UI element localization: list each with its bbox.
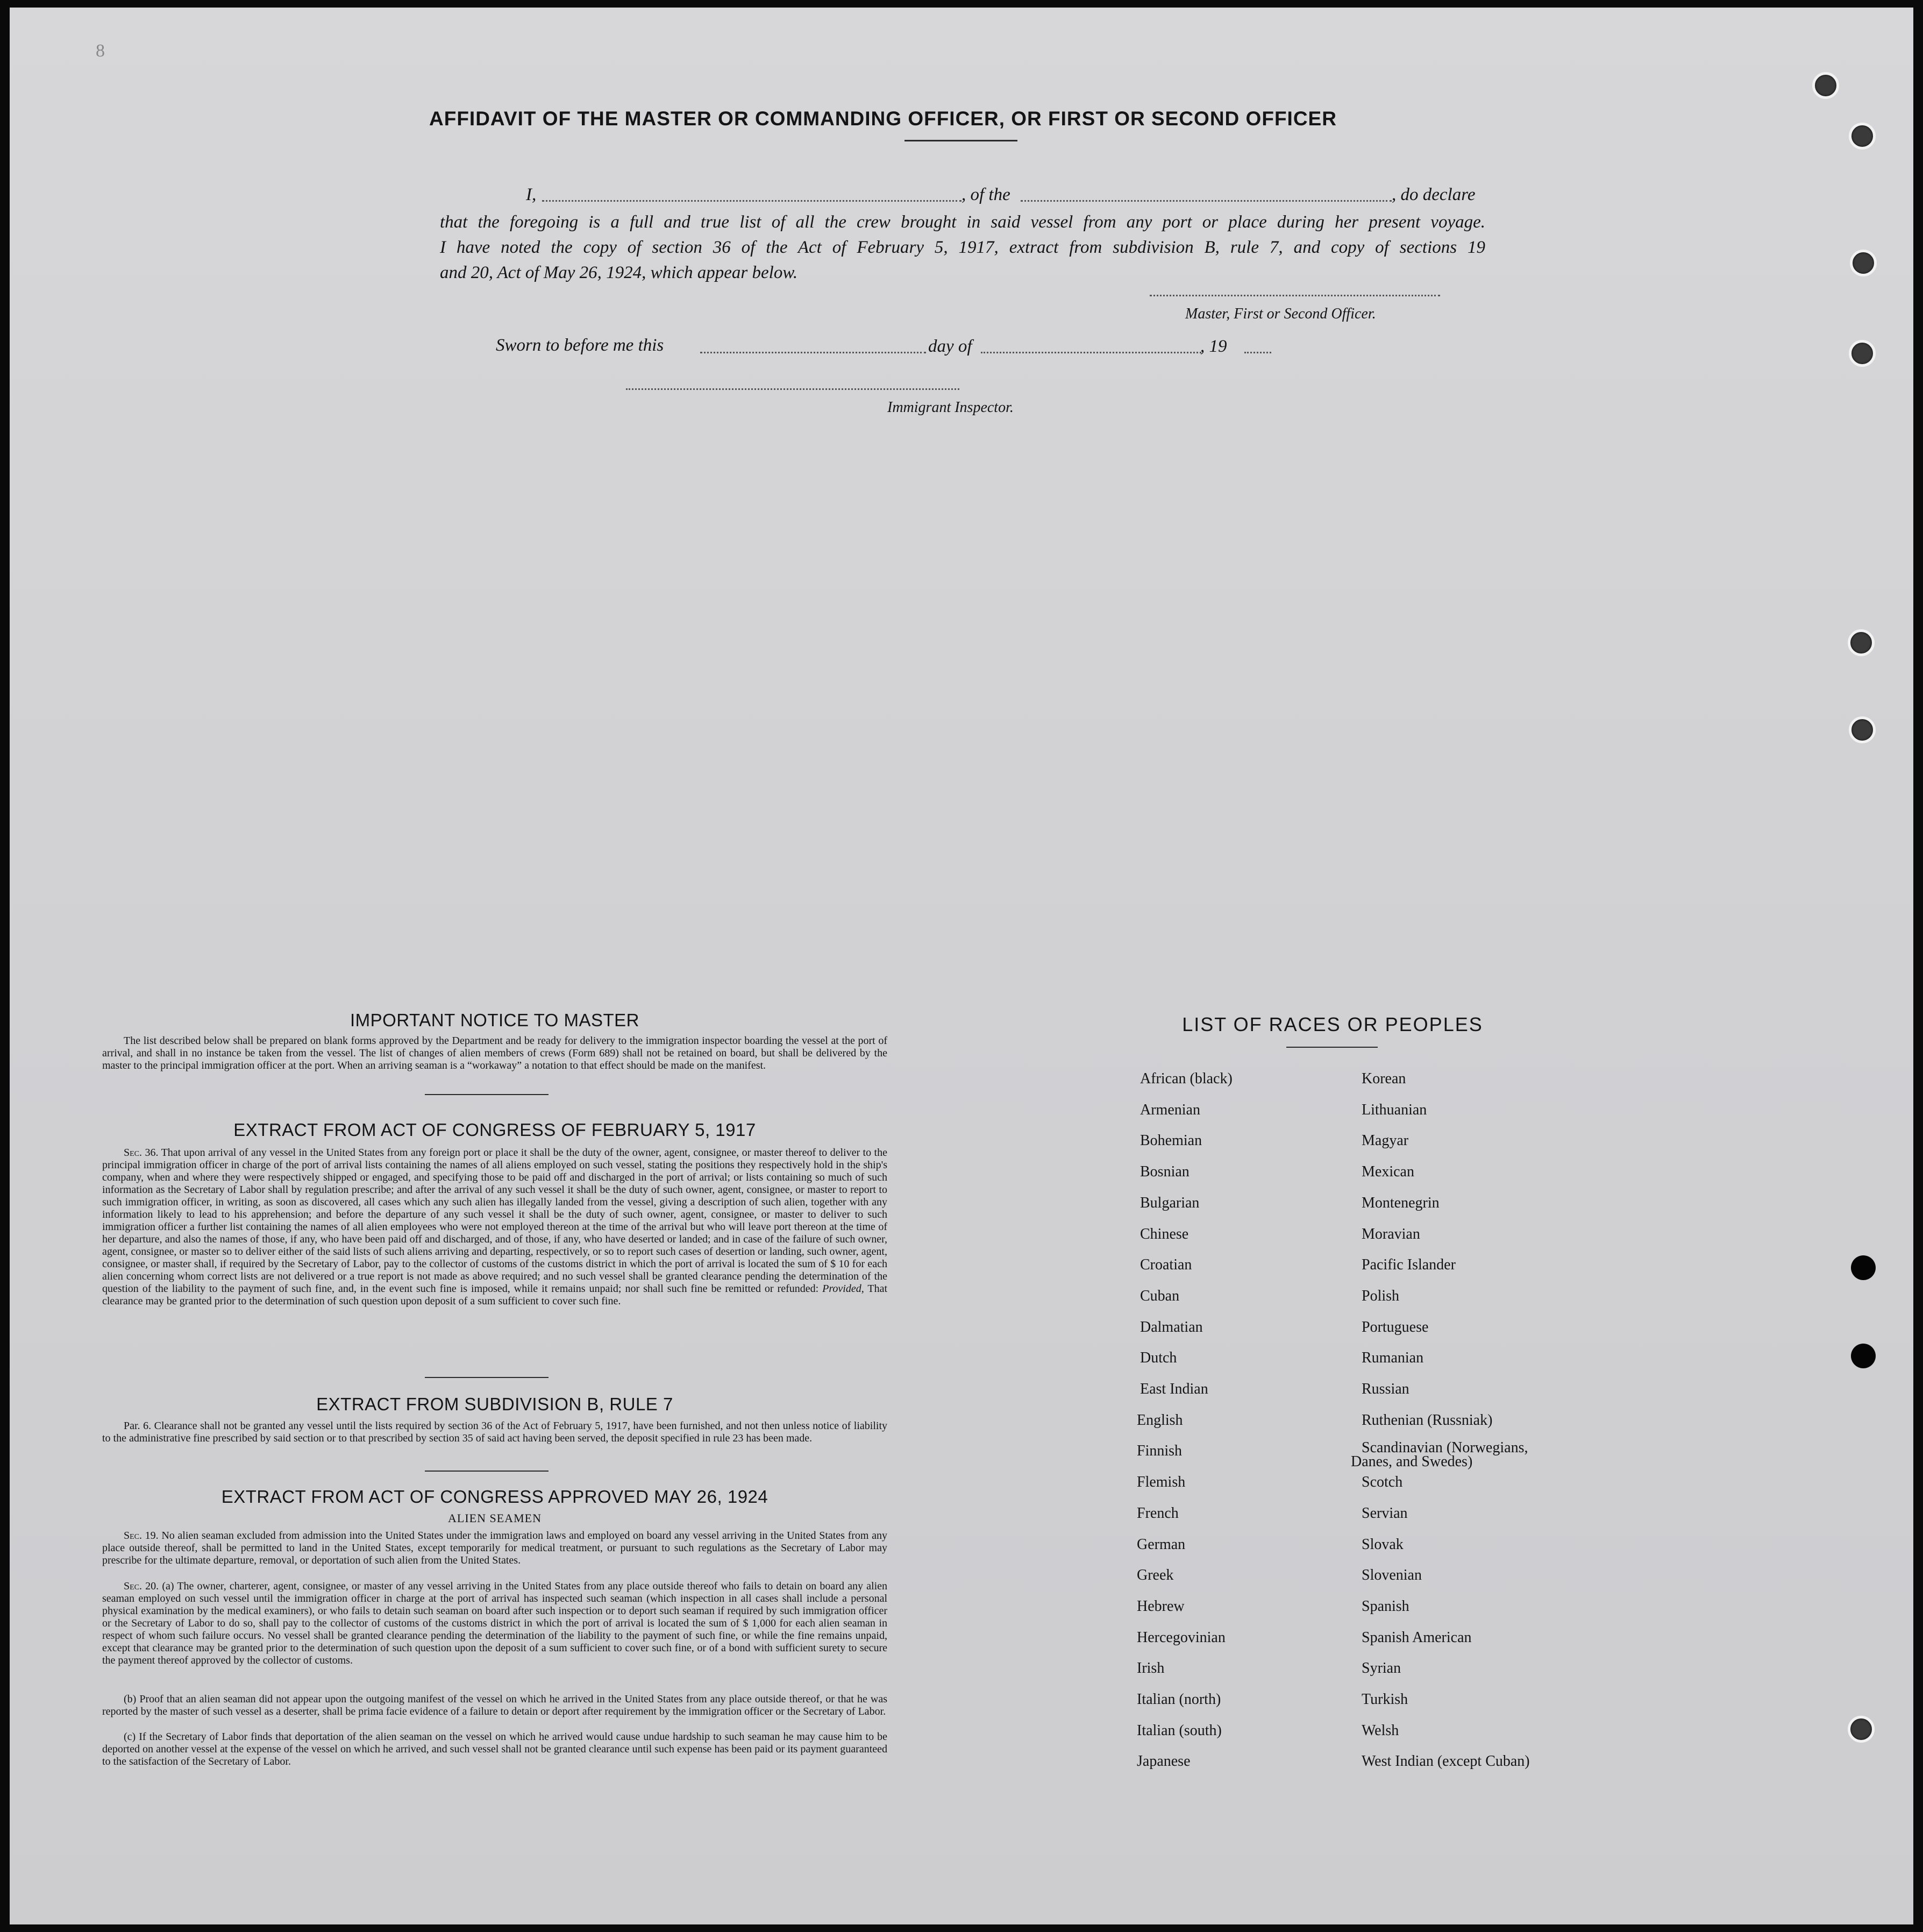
affidavit-declare-label: , do declare xyxy=(1392,185,1476,204)
affidavit-line: that the foregoing is a full and true list of all the crew brought in said vessel from any port or place during her present voyage. xyxy=(440,212,1485,232)
races-title: LIST OF RACES OR PEOPLES xyxy=(1182,1013,1483,1035)
race-item: Russian xyxy=(1362,1381,1409,1397)
race-item: Pacific Islander xyxy=(1362,1256,1456,1273)
race-item: Korean xyxy=(1362,1070,1406,1087)
extract-rule7-title: EXTRACT FROM SUBDIVISION B, RULE 7 xyxy=(316,1394,673,1414)
race-item: Montenegrin xyxy=(1362,1195,1440,1211)
race-item: Moravian xyxy=(1362,1226,1420,1242)
race-item: Scotch xyxy=(1362,1474,1403,1490)
race-item: Hercegovinian xyxy=(1137,1629,1226,1646)
race-item: Bosnian xyxy=(1140,1163,1190,1180)
race-item: Slovak xyxy=(1362,1536,1404,1553)
binder-hole-icon xyxy=(1812,72,1839,99)
race-item: Ruthenian (Russniak) xyxy=(1362,1412,1493,1429)
race-item: German xyxy=(1137,1536,1186,1553)
page-number: 8 xyxy=(96,41,105,61)
race-item: Chinese xyxy=(1140,1226,1189,1242)
extract-rule7-text: Par. 6. Clearance shall not be granted any vessel until the lists required by section 36 of the Act of February 5, 1917, have been furnished, and not then unless notice of liability to the administrative fine prescribed by said section or to that prescribed by section 35 of said act having been served, the deposit specified in rule 23 has been made. xyxy=(102,1420,887,1444)
section-body: (a) The owner, charterer, agent, consignee, or master of any vessel arriving in the United States from any place outside thereof who fails to detain on board any alien seaman employed on such vessel until the immigration officer in charge at the port of arrival has inspected such seaman (which inspection in all cases shall include a personal physical examination by the medical examiners), or who fails to detain such seaman on board after such inspection or to deport such seaman if required by such immigration officer or the Secretary of Labor to do so, shall pay to the collector of customs of the customs district in which the port of arrival is located the sum of $ 1,000 for each alien seaman in respect of whom such failure occurs. No vessel shall be granted clearance pending the determination of the liability to the payment of such fine, or while the fine remains unpaid, except that clearance may be granted prior to the determination of such question upon the deposit of a sum sufficient to cover such fine, or of a bond with sufficient surety to secure the payment thereof approved by the collector of customs. xyxy=(102,1580,887,1666)
race-item: Polish xyxy=(1362,1288,1400,1304)
race-item: Italian (south) xyxy=(1137,1722,1222,1739)
notice-text: The list described below shall be prepared on blank forms approved by the Department and be ready for delivery to the immigration inspector boarding the vessel at the port of arrival, and shall in no instance be taken from the vessel. The list of changes of alien members of crews (Form 689) shall not be retained on board, but shall be delivered by the master to the principal immigration officer at the port. When an arriving seaman is a “workaway” a notation to that effect should be made on the manifest. xyxy=(102,1035,887,1071)
race-item: Dutch xyxy=(1140,1349,1177,1366)
inspector-signature-line xyxy=(626,388,959,390)
race-item: Magyar xyxy=(1362,1132,1409,1149)
race-item: Danes, and Swedes) xyxy=(1351,1453,1473,1470)
race-item: West Indian (except Cuban) xyxy=(1362,1753,1530,1770)
race-item: French xyxy=(1137,1505,1179,1522)
day-of-label: day of xyxy=(928,337,972,356)
extract-1917-text xyxy=(102,1147,887,1308)
race-item: Japanese xyxy=(1137,1753,1191,1770)
notice-title: IMPORTANT NOTICE TO MASTER xyxy=(350,1010,639,1030)
section-body-end: That clearance may be granted prior to the determination of such question upon deposit of a sum sufficient to cover such fine. xyxy=(102,1283,888,1307)
provided-word: Provided, xyxy=(822,1283,864,1295)
section-divider xyxy=(425,1094,549,1095)
binder-hole-icon xyxy=(1849,716,1876,743)
binder-hole-icon xyxy=(1848,629,1875,656)
race-item: East Indian xyxy=(1140,1381,1208,1397)
race-item: Flemish xyxy=(1137,1474,1186,1490)
binder-hole-icon xyxy=(1849,340,1876,367)
race-item: Spanish American xyxy=(1362,1629,1472,1646)
title-rule xyxy=(904,140,1017,141)
race-item: Bulgarian xyxy=(1140,1195,1200,1211)
extract-1924-title: EXTRACT FROM ACT OF CONGRESS APPROVED MAY 26, 1924 xyxy=(221,1487,768,1507)
day-blank xyxy=(700,352,926,353)
race-item: Scandinavian (Norwegians, xyxy=(1362,1439,1528,1456)
affidavit-i-label: I, xyxy=(526,185,537,204)
section-lead: Sec. 19. xyxy=(124,1530,159,1542)
race-item: Croatian xyxy=(1140,1256,1192,1273)
sec19-text xyxy=(102,1530,887,1567)
inspector-signature-label: Immigrant Inspector. xyxy=(887,399,1014,416)
binder-hole-icon xyxy=(1850,250,1877,276)
race-item: Spanish xyxy=(1362,1598,1409,1615)
section-divider xyxy=(425,1377,549,1378)
month-blank xyxy=(981,352,1201,353)
sworn-before-label: Sworn to before me this xyxy=(496,336,664,355)
race-item: Servian xyxy=(1362,1505,1408,1522)
sec20c-text: (c) If the Secretary of Labor finds that deportation of the alien seaman on the vessel on which he arrived would cause undue hardship to such seaman he may cause him to be deported on another vessel at the expense of the vessel on which he arrived, and such vessel shall not be granted clearance until such expense has been paid or its payment guaranteed to the satisfaction of the Secretary of Labor. xyxy=(102,1731,887,1767)
section-body: No alien seaman excluded from admission into the United States under the immigration laws and employed on board any vessel arriving in the United States from any place outside thereof, shall be permitted to land in the United States, except temporarily for medical treatment, or pursuant to such regulations as the Secretary of Labor may prescribe for the ultimate departure, removal, or deportation of such alien from the United States. xyxy=(102,1530,888,1566)
section-lead: Sec. 36. xyxy=(124,1147,159,1159)
alien-seamen-subtitle: ALIEN SEAMEN xyxy=(448,1511,542,1525)
binder-hole-icon xyxy=(1849,123,1876,150)
race-item: Lithuanian xyxy=(1362,1102,1427,1118)
name-blank xyxy=(542,200,962,202)
race-item: Irish xyxy=(1137,1660,1165,1677)
race-item: Finnish xyxy=(1137,1443,1183,1459)
vessel-blank xyxy=(1021,200,1392,202)
affidavit-line: I have noted the copy of section 36 of the Act of February 5, 1917, extract from subdivision B, rule 7, and copy of sections 19 xyxy=(440,238,1485,257)
document-page xyxy=(10,8,1913,1924)
sec20b-text: (b) Proof that an alien seaman did not appear upon the outgoing manifest of the vessel on which he arrived in the United States from any place outside thereof, or that he was reported by the master of such vessel as a deserter, shall be prima facie evidence of a failure to detain or deport after requirement by the immigration officer or the Secretary of Labor. xyxy=(102,1693,887,1717)
race-item: Mexican xyxy=(1362,1163,1414,1180)
race-item: African (black) xyxy=(1140,1070,1233,1087)
race-item: Cuban xyxy=(1140,1288,1180,1304)
race-item: Welsh xyxy=(1362,1722,1399,1739)
sec20a-text xyxy=(102,1580,887,1667)
race-item: English xyxy=(1137,1412,1183,1429)
race-item: Hebrew xyxy=(1137,1598,1185,1615)
race-item: Dalmatian xyxy=(1140,1319,1203,1336)
race-item: Italian (north) xyxy=(1137,1691,1221,1708)
master-signature-label: Master, First or Second Officer. xyxy=(1185,306,1376,322)
race-item: Greek xyxy=(1137,1567,1174,1583)
race-item: Turkish xyxy=(1362,1691,1408,1708)
year-prefix-label: , 19 xyxy=(1200,337,1227,356)
affidavit-title: AFFIDAVIT OF THE MASTER OR COMMANDING OFFICER, OR FIRST OR SECOND OFFICER xyxy=(429,108,1337,130)
affidavit-line: and 20, Act of May 26, 1924, which appear below. xyxy=(440,263,798,282)
races-title-rule xyxy=(1286,1047,1378,1048)
affidavit-paragraph xyxy=(440,210,1485,286)
binder-hole-icon xyxy=(1851,1255,1876,1280)
section-body: That upon arrival of any vessel in the United States from any foreign port or place it shall be the duty of the owner, agent, consignee, or master thereof to deliver to the principal immigration officer in charge of the port of arrival lists containing the names of all aliens employed on such vessel, stating the positions they respectively hold in the ship's company, when and where they were respectively shipped or engaged, and specifying those to be paid off and discharged in the port of arrival; or lists containing so much of such information as the Secretary of Labor shall by regulation prescribe; and after the arrival of any such vessel it shall be the duty of such owner, agent, consignee, or master to report to such immigration officer, in writing, as soon as discovered, all cases which any such alien has illegally landed from the vessel, giving a description of such alien, together with any information likely to lead to his apprehension; and before the departure of any such vessel it shall be the duty of such owner, agent, consignee, or master to deliver to such immigration officer a further list containing the names of all alien employees who were not employed thereon at the time of the arrival but who will leave port thereon at the time of her departure, and also the names of those, if any, who have been paid off and discharged, and of those, if any, who have deserted or landed; and in case of the failure of such owner, agent, consignee, or master so to deliver either of the said lists of such aliens arriving and departing, respectively, or so to report such cases of desertion or landing, such owner, agent, consignee, or master shall, if required by the Secretary of Labor, pay to the collector of customs of the customs district in which the port of arrival is located the sum of $ 10 for each alien concerning whom correct lists are not delivered or a true report is not made as above required; and no such vessel shall be granted clearance pending the determination of the question of the liability to the payment of such fine, and, in the event such fine is imposed, while it remains unpaid; nor shall such fine be remitted or refunded: xyxy=(102,1147,887,1295)
affidavit-of-the-label: , of the xyxy=(962,185,1010,204)
section-lead: Sec. 20. xyxy=(124,1580,159,1592)
section-divider xyxy=(425,1471,549,1472)
year-blank xyxy=(1244,352,1271,353)
race-item: Slovenian xyxy=(1362,1567,1422,1583)
race-item: Rumanian xyxy=(1362,1349,1424,1366)
race-item: Armenian xyxy=(1140,1102,1200,1118)
binder-hole-icon xyxy=(1848,1716,1875,1743)
master-signature-line xyxy=(1150,295,1440,296)
extract-1917-title: EXTRACT FROM ACT OF CONGRESS OF FEBRUARY 5, 1917 xyxy=(233,1120,756,1140)
race-item: Portuguese xyxy=(1362,1319,1429,1336)
binder-hole-icon xyxy=(1851,1344,1876,1368)
race-item: Syrian xyxy=(1362,1660,1401,1677)
race-item: Bohemian xyxy=(1140,1132,1202,1149)
